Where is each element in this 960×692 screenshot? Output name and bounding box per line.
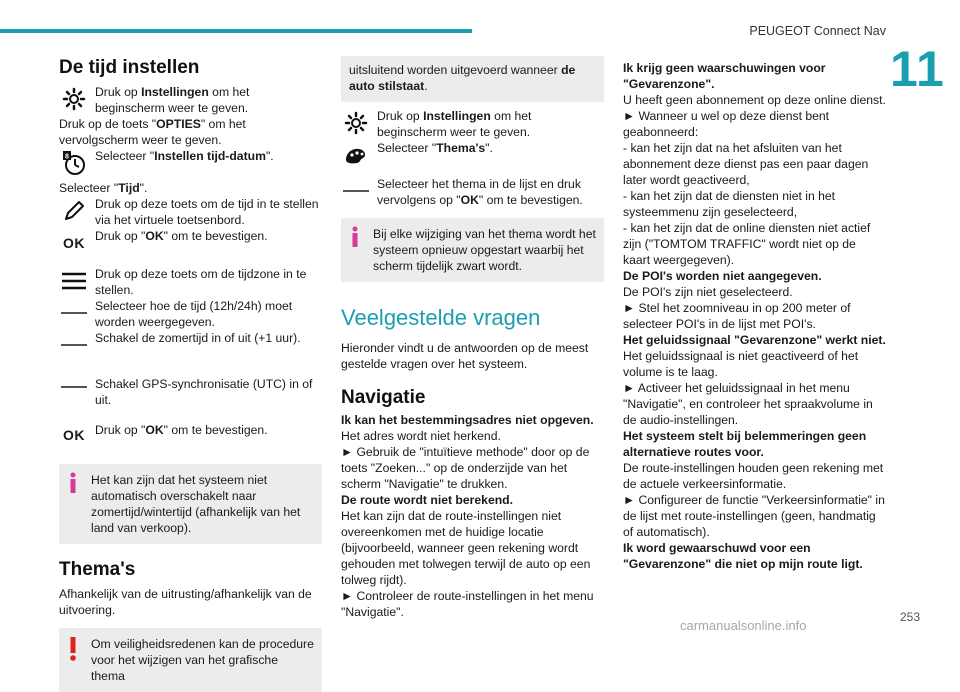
heading-themes: Thema's: [59, 559, 136, 580]
warning-box-cont: [341, 56, 604, 102]
step-text: Druk op Instellingen om het beginscherm weer te geven.: [95, 85, 250, 115]
page-number: 253: [900, 610, 921, 624]
ok-icon: OK: [63, 235, 85, 251]
step-text: Druk op deze toets om de tijd in te stellen via het virtuele toetsenbord.: [95, 197, 319, 227]
ok-icon: OK: [63, 427, 85, 443]
step-text: Schakel de zomertijd in of uit (+1 uur).: [95, 331, 301, 345]
faq-answer: Het geluidssignaal is niet geactiveerd of het volume is te laag.: [623, 349, 859, 379]
step-virtual-keyboard: [59, 196, 322, 228]
info-box: [59, 464, 322, 544]
faq-question: Het systeem stelt bij belemmeringen geen alternatieve routes voor.: [623, 429, 867, 459]
faq-question: Ik word gewaarschuwd voor een "Gevarenzone" die niet op mijn route ligt.: [623, 541, 863, 571]
step-text: Druk op "OK" om te bevestigen.: [95, 229, 268, 243]
faq-answer: De POI's zijn niet geselecteerd.: [623, 285, 793, 299]
step-text: Selecteer het thema in de lijst en druk vervolgens op "OK" om te bevestigen.: [377, 177, 583, 207]
toggle-icon: [59, 330, 89, 360]
step-timezone: [59, 266, 322, 298]
info-icon: [349, 226, 373, 274]
step-text: Selecteer "Instellen tijd-datum".: [95, 149, 274, 163]
faq-answer: Het adres wordt niet herkend.: [341, 429, 501, 443]
palette-icon: [341, 140, 371, 170]
column-3: [623, 60, 886, 572]
warning-text: Om veiligheidsredenen kan de procedure voor het wijzigen van het grafische thema: [91, 637, 314, 683]
step-summer-time: [59, 330, 322, 360]
pencil-icon: [59, 196, 89, 226]
step-settings: [341, 108, 604, 140]
step-select-theme: [341, 176, 604, 208]
clock-icon: [59, 148, 89, 178]
toggle-icon: [341, 176, 371, 206]
step-options: Druk op de toets "OPTIES" om het vervolgscherm weer te geven.: [59, 117, 246, 147]
header-title: PEUGEOT Connect Nav: [749, 24, 886, 38]
step-text: Schakel GPS-synchronisatie (UTC) in of uit.: [95, 377, 313, 407]
faq-answer: ► Configureer de functie "Verkeersinformatie" in de lijst met route-instellingen (geen, handmatig of automatisch).: [623, 493, 885, 539]
header-accent-bar: [0, 29, 472, 33]
toggle-icon: [59, 372, 89, 402]
heading-faq: Veelgestelde vragen: [341, 305, 541, 330]
step-text: Druk op Instellingen om het beginscherm weer te geven.: [377, 109, 532, 139]
step-settings: [59, 84, 322, 116]
faq-answer: Het kan zijn dat de route-instellingen niet overeenkomen met de huidige locatie (bijvoorbeeld, wanneer geen rekening wordt gehouden met tolwegen terwijl de auto op een tolweg rijdt).: [341, 509, 591, 587]
faq-question: De POI's worden niet aangegeven.: [623, 269, 822, 283]
menu-icon: [59, 266, 89, 296]
info-icon: [67, 472, 91, 536]
faq-intro: Hieronder vindt u de antwoorden op de meest gestelde vragen over het systeem.: [341, 341, 589, 371]
info-box: [341, 218, 604, 282]
faq-answer: ► Stel het zoomniveau in op 200 meter of selecteer POI's in de lijst met POI's.: [623, 301, 851, 331]
step-text: Druk op "OK" om te bevestigen.: [95, 423, 268, 437]
faq-answer: U heeft geen abonnement op deze online dienst.: [623, 93, 886, 107]
faq-answer: - kan het zijn dat de online diensten niet actief zijn ("TOMTOM TRAFFIC" wordt niet op de kaart weergegeven).: [623, 221, 871, 267]
info-text: Bij elke wijziging van het thema wordt het systeem opnieuw opgestart waarbij het scherm tijdelijk zwart wordt.: [373, 227, 596, 273]
faq-answer: ► Activeer het geluidssignaal in het menu "Navigatie", en controleer het spraakvolume in de audio-instellingen.: [623, 381, 873, 427]
gear-icon: [59, 84, 89, 114]
step-text: Selecteer "Thema's".: [377, 141, 493, 155]
chapter-number: 11: [890, 41, 945, 97]
gear-icon: [341, 108, 371, 138]
toggle-icon: [59, 298, 89, 328]
heading-time: De tijd instellen: [59, 57, 200, 78]
faq-answer: De route-instellingen houden geen rekening met de actuele verkeersinformatie.: [623, 461, 884, 491]
themes-text: Afhankelijk van de uitrusting/afhankelijk van de uitvoering.: [59, 587, 312, 617]
step-ok: [59, 228, 322, 258]
step-text: Selecteer hoe de tijd (12h/24h) moet worden weergegeven.: [95, 299, 293, 329]
step-themes: [341, 140, 604, 170]
faq-answer: - kan het zijn dat na het afsluiten van het abonnement deze dienst pas een paar dagen later wordt geactiveerd,: [623, 141, 869, 187]
faq-question: Ik kan het bestemmingsadres niet opgeven.: [341, 413, 594, 427]
watermark: carmanualsonline.info: [680, 618, 807, 633]
faq-question: Het geluidssignaal "Gevarenzone" werkt niet.: [623, 333, 886, 347]
step-text: Druk op deze toets om de tijdzone in te stellen.: [95, 267, 307, 297]
faq-answer: ► Gebruik de "intuïtieve methode" door op de toets "Zoeken..." op de onderzijde van het scherm "Navigatie" te drukken.: [341, 445, 590, 491]
faq-answer: ► Controleer de route-instellingen in het menu "Navigatie".: [341, 589, 594, 619]
faq-question: Ik krijg geen waarschuwingen voor "Gevarenzone".: [623, 61, 826, 91]
warning-text-cont: uitsluitend worden uitgevoerd wanneer de auto stilstaat.: [349, 63, 576, 93]
svg-text:8: 8: [65, 153, 69, 161]
warning-icon: [67, 636, 91, 684]
step-12-24h: [59, 298, 322, 330]
step-gps-sync: [59, 372, 322, 408]
faq-answer: ► Wanneer u wel op deze dienst bent geabonneerd:: [623, 109, 830, 139]
column-1: [59, 56, 322, 692]
heading-navigation: Navigatie: [341, 387, 426, 408]
faq-question: De route wordt niet berekend.: [341, 493, 514, 507]
step-set-time-date: [59, 148, 322, 178]
step-time: Selecteer "Tijd".: [59, 181, 148, 195]
warning-box: [59, 628, 322, 692]
faq-answer: - kan het zijn dat de diensten niet in het systeemmenu zijn geselecteerd,: [623, 189, 836, 219]
column-2: [341, 56, 604, 620]
step-ok-2: [59, 420, 322, 450]
info-text: Het kan zijn dat het systeem niet automatisch overschakelt naar zomertijd/wintertijd (afhankelijk van het land van verkoop).: [91, 473, 301, 535]
